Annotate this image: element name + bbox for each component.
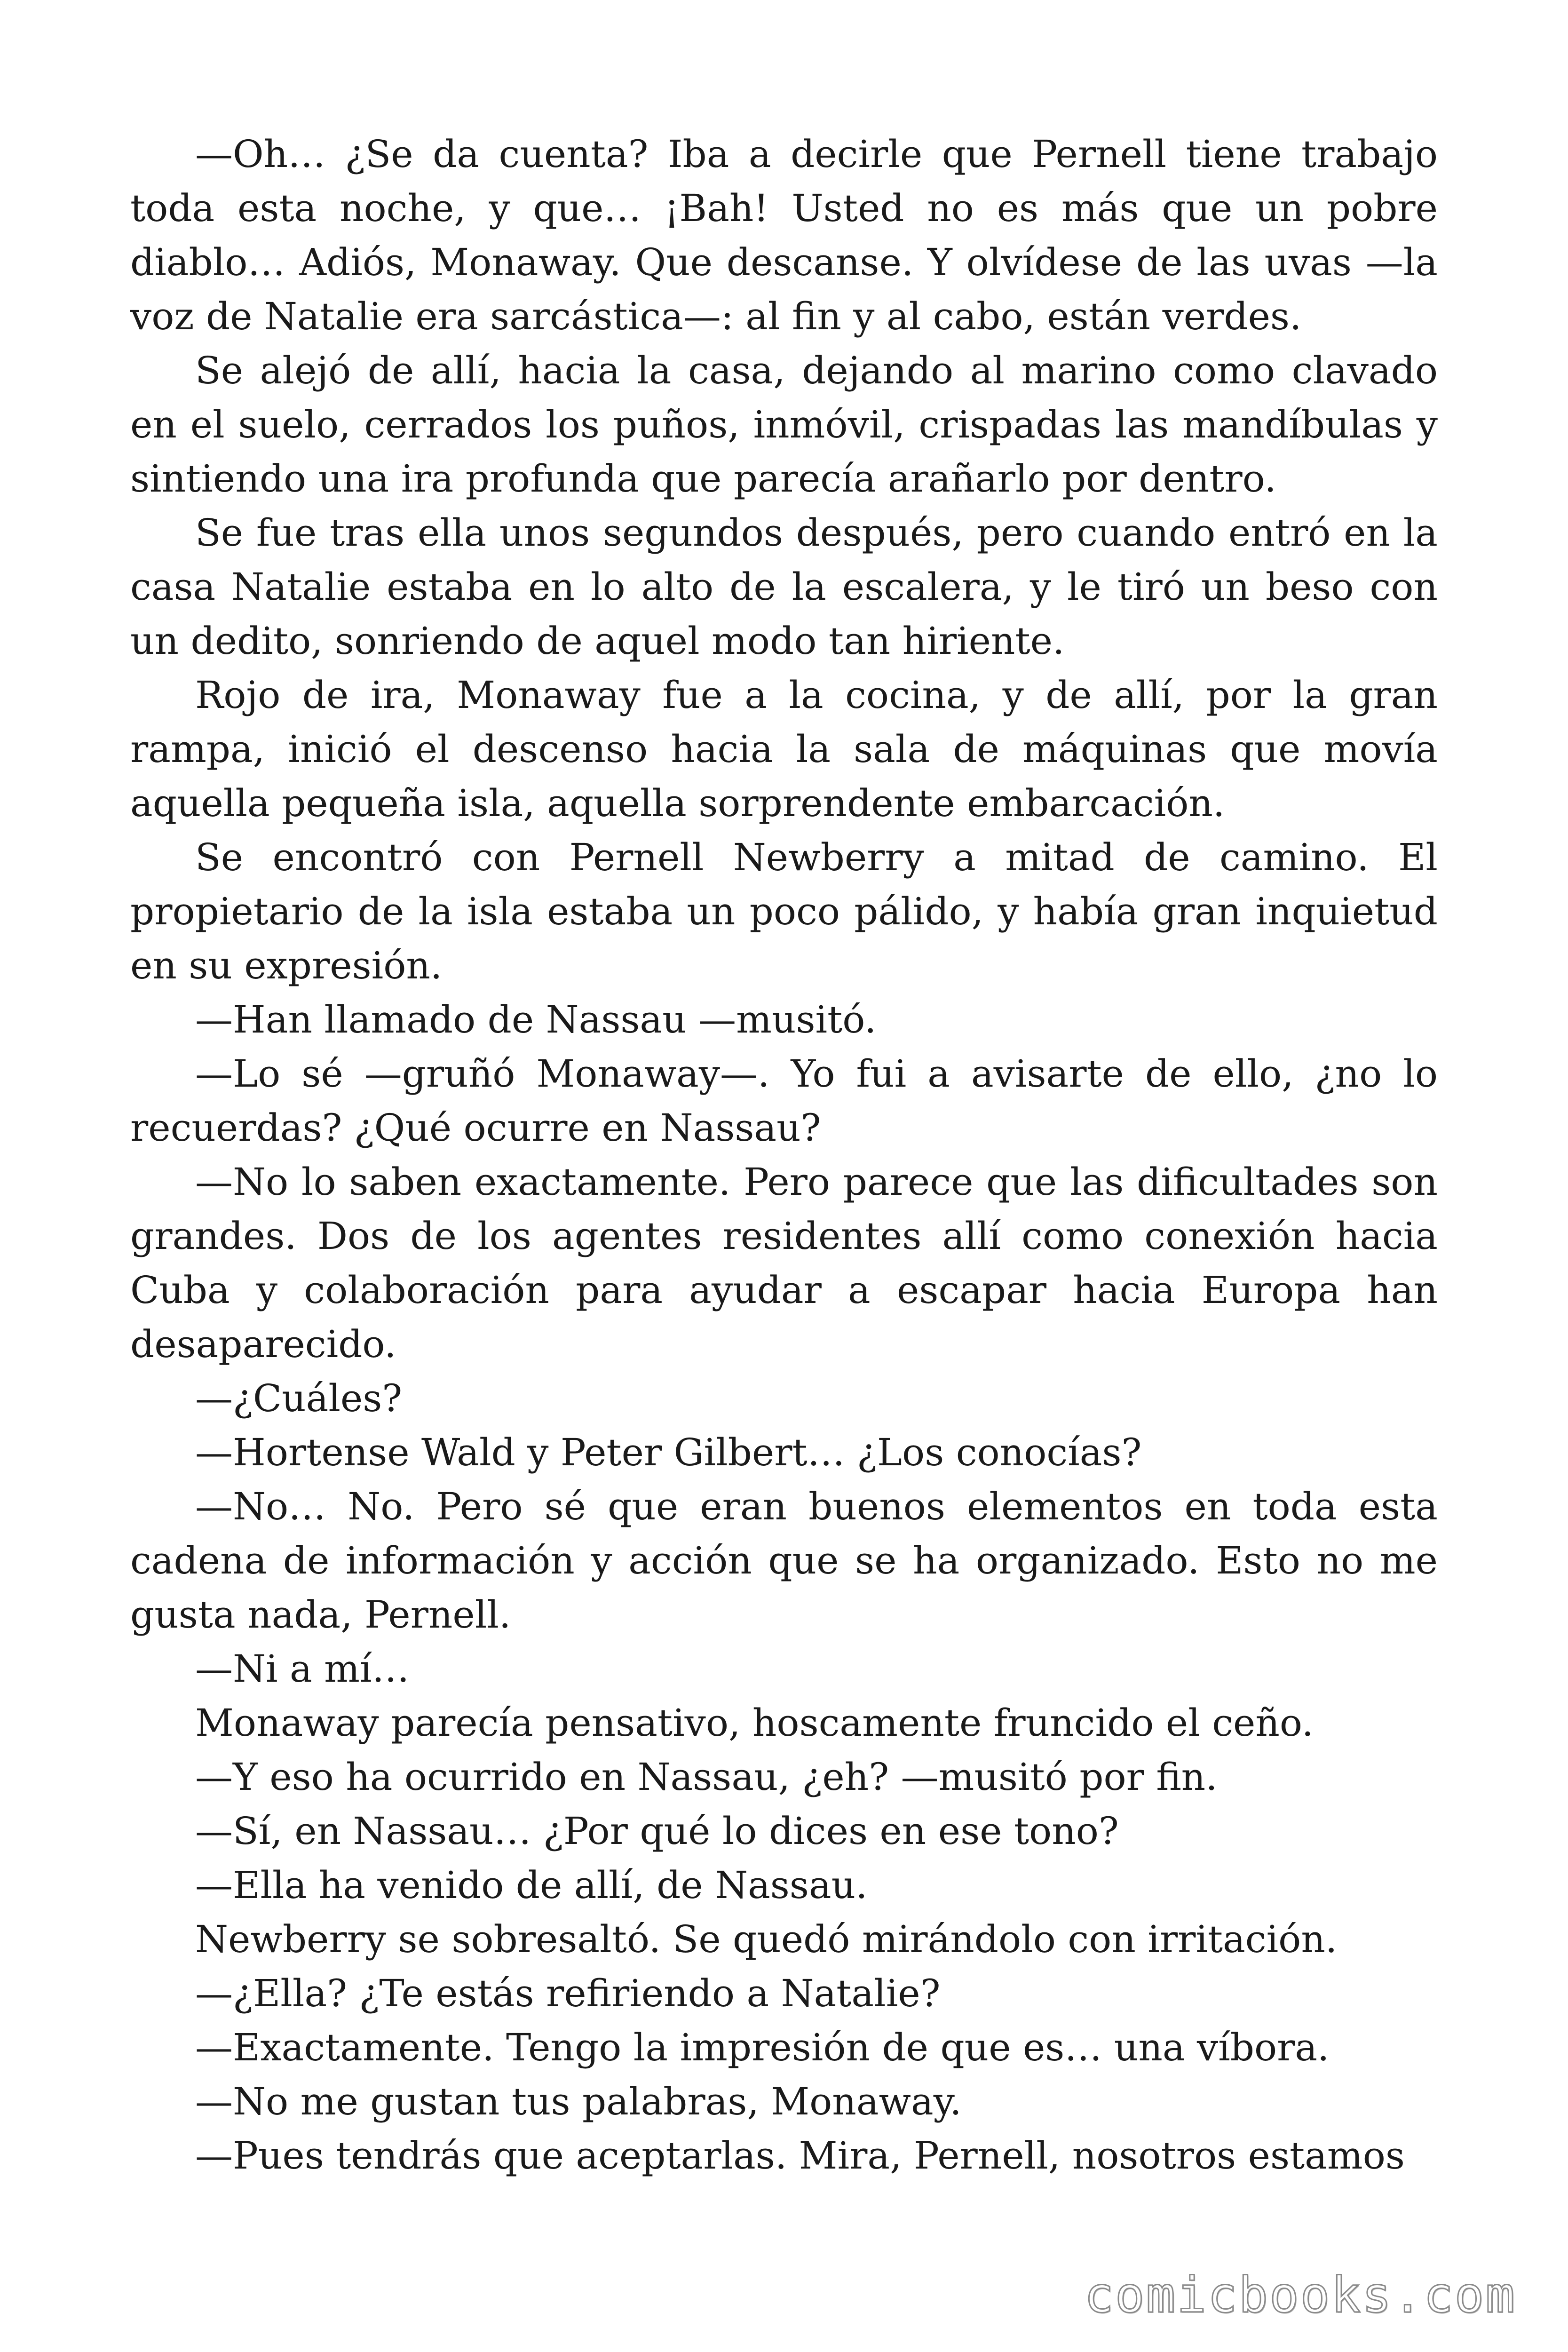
paragraph: —Exactamente. Tengo la impresión de que es… una víbora. <box>195 2026 1330 2069</box>
paragraph: —Oh… ¿Se da cuenta? Iba a decirle que Pernell tiene trabajo toda esta noche, y que… ¡Bah! Usted no es más que un pobre diablo… Adiós, Monaway. Que descanse. Y olvídese de las uvas —la voz de Natalie era sarcástica—: al fin y al cabo, están verdes. <box>130 132 1438 338</box>
paragraph: —No me gustan tus palabras, Monaway. <box>195 2080 962 2123</box>
paragraph: Monaway parecía pensativo, hoscamente fruncido el ceño. <box>195 1701 1314 1745</box>
paragraph: Se fue tras ella unos segundos después, pero cuando entró en la casa Natalie estaba en lo alto de la escalera, y le tiró un beso con un dedito, sonriendo de aquel modo tan hiriente. <box>130 511 1438 663</box>
paragraph: —No lo saben exactamente. Pero parece que las dificultades son grandes. Dos de los agentes residentes allí como conexión hacia Cuba y colaboración para ayudar a escapar hacia Europa han desaparecido. <box>130 1160 1438 1366</box>
paragraph: —Hortense Wald y Peter Gilbert… ¿Los conocías? <box>195 1430 1142 1474</box>
paragraph: —Han llamado de Nassau —musitó. <box>195 998 877 1041</box>
paragraph: Se alejó de allí, hacia la casa, dejando al marino como clavado en el suelo, cerrados los puños, inmóvil, crispadas las mandíbulas y sintiendo una ira profunda que parecía arañarlo por dentro. <box>130 349 1438 501</box>
paragraph: —Lo sé —gruñó Monaway—. Yo fui a avisarte de ello, ¿no lo recuerdas? ¿Qué ocurre en Nassau? <box>130 1052 1438 1150</box>
watermark: comicbooks.com <box>1084 2266 1516 2324</box>
paragraph: —Pues tendrás que aceptarlas. Mira, Pernell, nosotros estamos <box>195 2134 1405 2177</box>
paragraph: —Y eso ha ocurrido en Nassau, ¿eh? —musitó por fin. <box>195 1755 1218 1799</box>
paragraph: —Sí, en Nassau… ¿Por qué lo dices en ese tono? <box>195 1809 1119 1853</box>
paragraph: —Ella ha venido de allí, de Nassau. <box>195 1863 868 1907</box>
paragraph: —Ni a mí… <box>195 1647 410 1691</box>
paragraph: Se encontró con Pernell Newberry a mitad de camino. El propietario de la isla estaba un poco pálido, y había gran inquietud en su expresión. <box>130 835 1438 987</box>
paragraph: Newberry se sobresaltó. Se quedó mirándolo con irritación. <box>195 1917 1338 1961</box>
paragraph: —¿Ella? ¿Te estás refiriendo a Natalie? <box>195 1971 941 2015</box>
page-text <box>130 127 1438 2183</box>
paragraph: —¿Cuáles? <box>195 1376 403 1420</box>
paragraph: Rojo de ira, Monaway fue a la cocina, y de allí, por la gran rampa, inició el descenso hacia la sala de máquinas que movía aquella pequeña isla, aquella sorprendente embarcación. <box>130 673 1438 825</box>
paragraph: —No… No. Pero sé que eran buenos elementos en toda esta cadena de información y acción que se ha organizado. Esto no me gusta nada, Pernell. <box>130 1485 1438 1637</box>
